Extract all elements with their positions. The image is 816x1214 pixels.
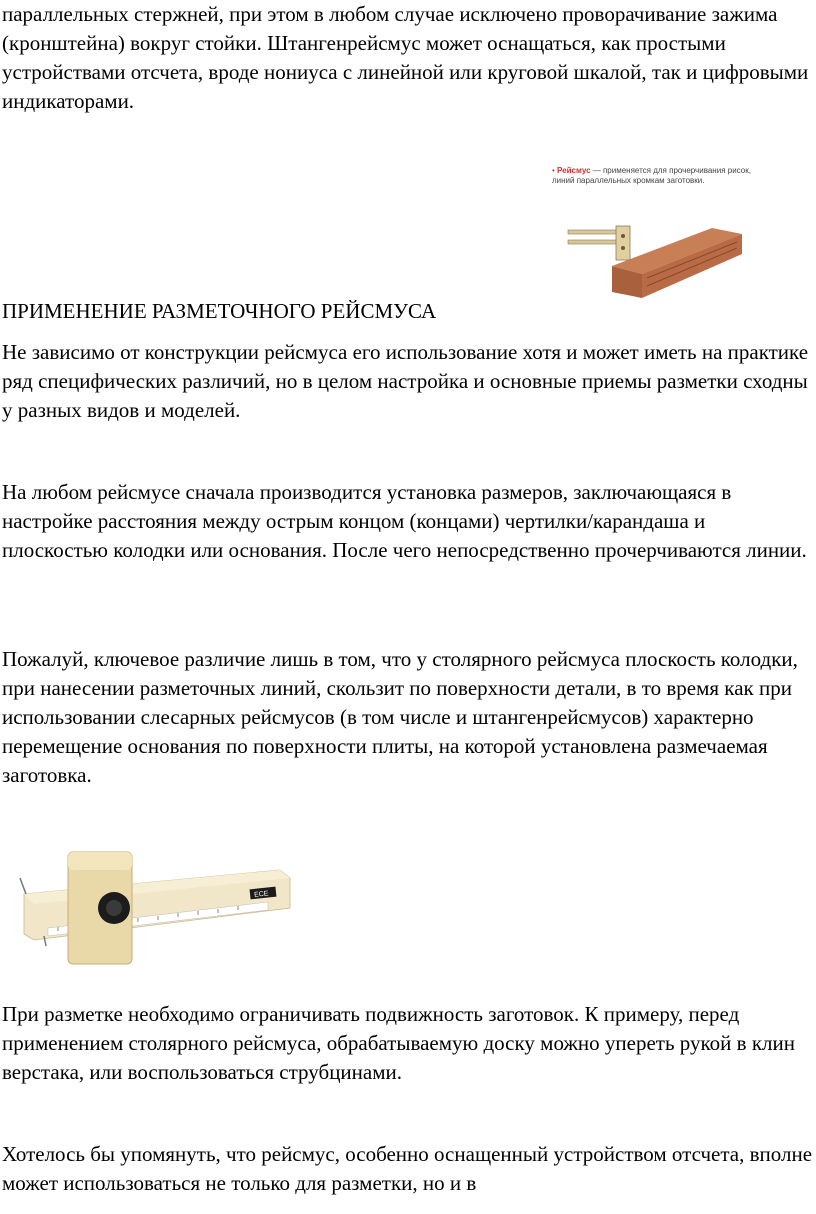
section-heading: ПРИМЕНЕНИЕ РАЗМЕТОЧНОГО РЕЙСМУСА	[2, 299, 437, 323]
paragraph-1: Не зависимо от конструкции рейсмуса его использование хотя и может иметь на практике ряд специфических различий, но в целом настройка и основные приемы разметки сходны у разных видов и моделей.	[2, 340, 809, 422]
marking-gauge-illustration	[552, 166, 752, 300]
paragraph-intro: параллельных стержней, при этом в любом случае исключено проворачивание зажима (кронштейна) вокруг стойки. Штангенрейсмус может оснащаться, как простыми устройствами отсчета, вроде нониуса с линейной или круговой шкалой, так и цифровыми индикаторами.	[2, 2, 809, 113]
caption-text: — применяется для прочерчивания рисок, линий параллельных кромкам заготовки.	[552, 166, 751, 185]
wooden-gauge-figure	[18, 848, 298, 968]
marking-gauge-figure	[552, 166, 752, 300]
caption-bullet: •	[552, 166, 555, 175]
gauge-head	[616, 226, 630, 260]
paragraph-3: Пожалуй, ключевое различие лишь в том, что у столярного рейсмуса плоскость колодки, при нанесении разметочных линий, скользит по поверхности детали, в то время как при использовании слесарных рейсмусов (в том числе и штангенрейсмусов) характерно перемещение основания по поверхности плиты, на которой установлена размечаемая заготовка.	[2, 647, 798, 787]
paragraph-2: На любом рейсмусе сначала производится установка размеров, заключающаяся в настройке расстояния между острым концом (концами) чертилки/карандаша и плоскостью колодки или основания. После чего непосредственно прочерчиваются линии.	[2, 480, 807, 562]
paragraph-4: При разметке необходимо ограничивать подвижность заготовок. К примеру, перед применением столярного рейсмуса, обрабатываемую доску можно упереть рукой в клин верстака, или воспользоваться струбцинами.	[2, 1002, 795, 1084]
brand-label: ECE	[253, 890, 269, 899]
wooden-gauge-illustration	[18, 848, 298, 968]
paragraph-5: Хотелось бы упомянуть, что рейсмус, особенно оснащенный устройством отсчета, вполне может использоваться не только для разметки, но и в	[2, 1142, 813, 1195]
gauge-pin	[20, 878, 26, 894]
caption-term: Рейсмус	[557, 166, 591, 175]
